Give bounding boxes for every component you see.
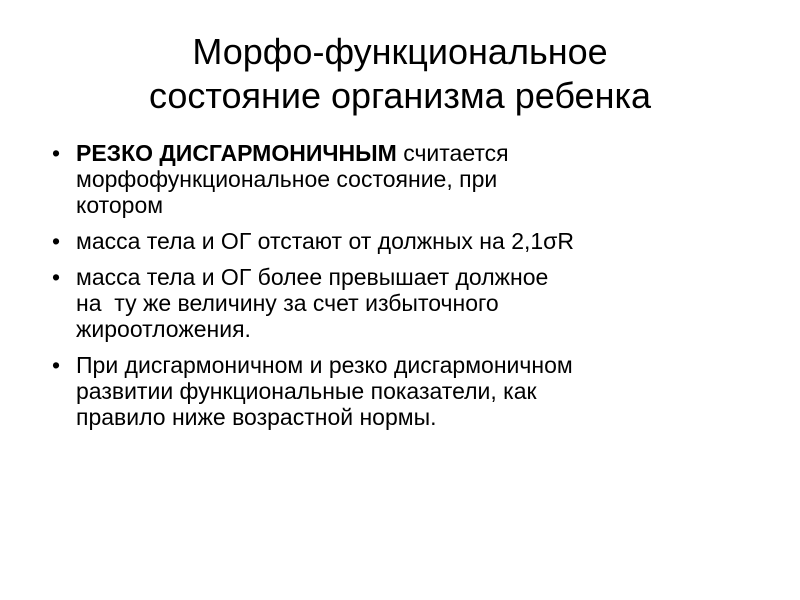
bullet-item-excess (52, 264, 752, 342)
bullet-line: масса тела и ОГ отстают от должных на 2,1σR (76, 228, 574, 254)
bullet-list (52, 140, 752, 440)
bullet-line: морфофункциональное состояние, при (76, 166, 498, 192)
bullet-line: масса тела и ОГ более превышает должное (76, 264, 549, 290)
bullet-icon: • (52, 352, 61, 378)
title-line-1: Морфо-функциональное (192, 31, 608, 72)
bullet-line: котором (76, 192, 164, 218)
bullet-line (76, 140, 752, 166)
bullet-line: жироотложения. (76, 316, 251, 342)
bullet-icon: • (52, 140, 61, 166)
bullet-icon: • (52, 264, 61, 290)
bullet-line: развитии функциональные показатели, как (76, 378, 537, 404)
title-line-2: состояние организма ребенка (148, 75, 652, 116)
bullet-line: на ту же величину за счет избыточного (76, 290, 499, 316)
bullet-icon: • (52, 228, 61, 254)
bullet-item-lag (52, 228, 752, 254)
bullet-text: считается (396, 140, 509, 166)
bullet-item-functional (52, 352, 752, 430)
bullet-item-definition (52, 140, 752, 218)
bullet-line: правило ниже возрастной нормы. (76, 404, 437, 430)
bullet-line: При дисгармоничном и резко дисгармоничном (76, 352, 573, 378)
slide-title (40, 30, 760, 118)
bullet-bold-term: РЕЗКО ДИСГАРМОНИЧНЫМ (76, 140, 397, 166)
